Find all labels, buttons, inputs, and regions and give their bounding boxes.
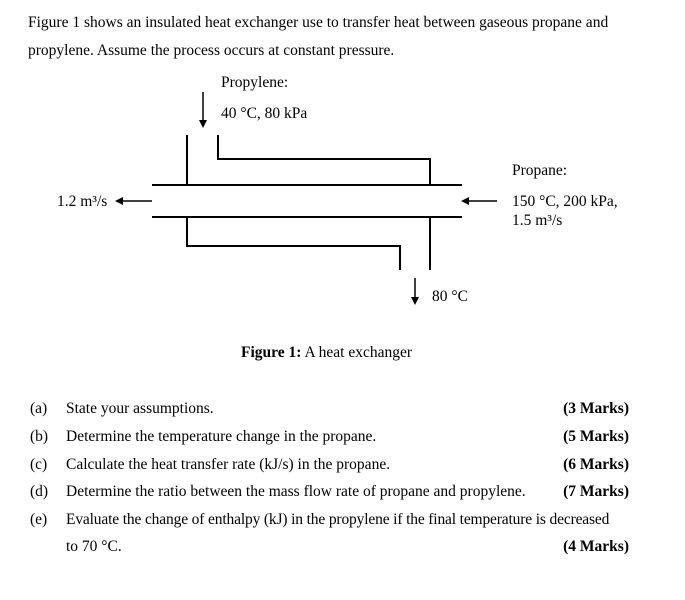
propane-label: Propane:: [512, 162, 568, 179]
question-letter: (b): [30, 428, 49, 445]
figure-caption: [241, 345, 412, 361]
upper-shell-wall: [218, 135, 430, 185]
question-letter: (a): [30, 400, 48, 417]
propylene-inlet-conditions: 40 °C, 80 kPa: [221, 105, 308, 122]
question-marks: (5 Marks): [563, 428, 629, 445]
question-marks: (3 Marks): [563, 400, 629, 417]
bottom-outlet-temperature: 80 °C: [432, 288, 468, 305]
question-letter: (e): [30, 511, 48, 528]
left-outlet-flowrate: 1.2 m³/s: [57, 193, 108, 210]
question-marks: (7 Marks): [563, 483, 629, 500]
intro-line-2: propylene. Assume the process occurs at constant pressure.: [28, 42, 395, 59]
caption-text: A heat exchanger: [301, 344, 413, 361]
propane-inlet-conditions: 150 °C, 200 kPa,: [512, 193, 618, 210]
question-text: Determine the ratio between the mass flow rate of propane and propylene.: [66, 483, 526, 500]
question-letter: (d): [30, 483, 49, 500]
propylene-label: Propylene:: [221, 74, 289, 91]
question-marks: (4 Marks): [563, 538, 629, 555]
intro-line-1: Figure 1 shows an insulated heat exchanger use to transfer heat between gaseous propane and: [28, 14, 609, 31]
propane-inlet-flowrate: 1.5 m³/s: [512, 212, 563, 229]
question-text: Calculate the heat transfer rate (kJ/s) in the propane.: [66, 456, 391, 473]
caption-label: Figure 1:: [241, 344, 302, 361]
lower-shell-wall: [187, 217, 400, 270]
question-marks: (6 Marks): [563, 456, 629, 473]
question-text: State your assumptions.: [66, 400, 214, 417]
question-text-continued: to 70 °C.: [66, 538, 122, 555]
question-letter: (c): [30, 456, 48, 473]
question-text: Determine the temperature change in the propane.: [66, 428, 377, 445]
question-text: Evaluate the change of enthalpy (kJ) in the propylene if the final temperature is decreased: [66, 511, 610, 528]
